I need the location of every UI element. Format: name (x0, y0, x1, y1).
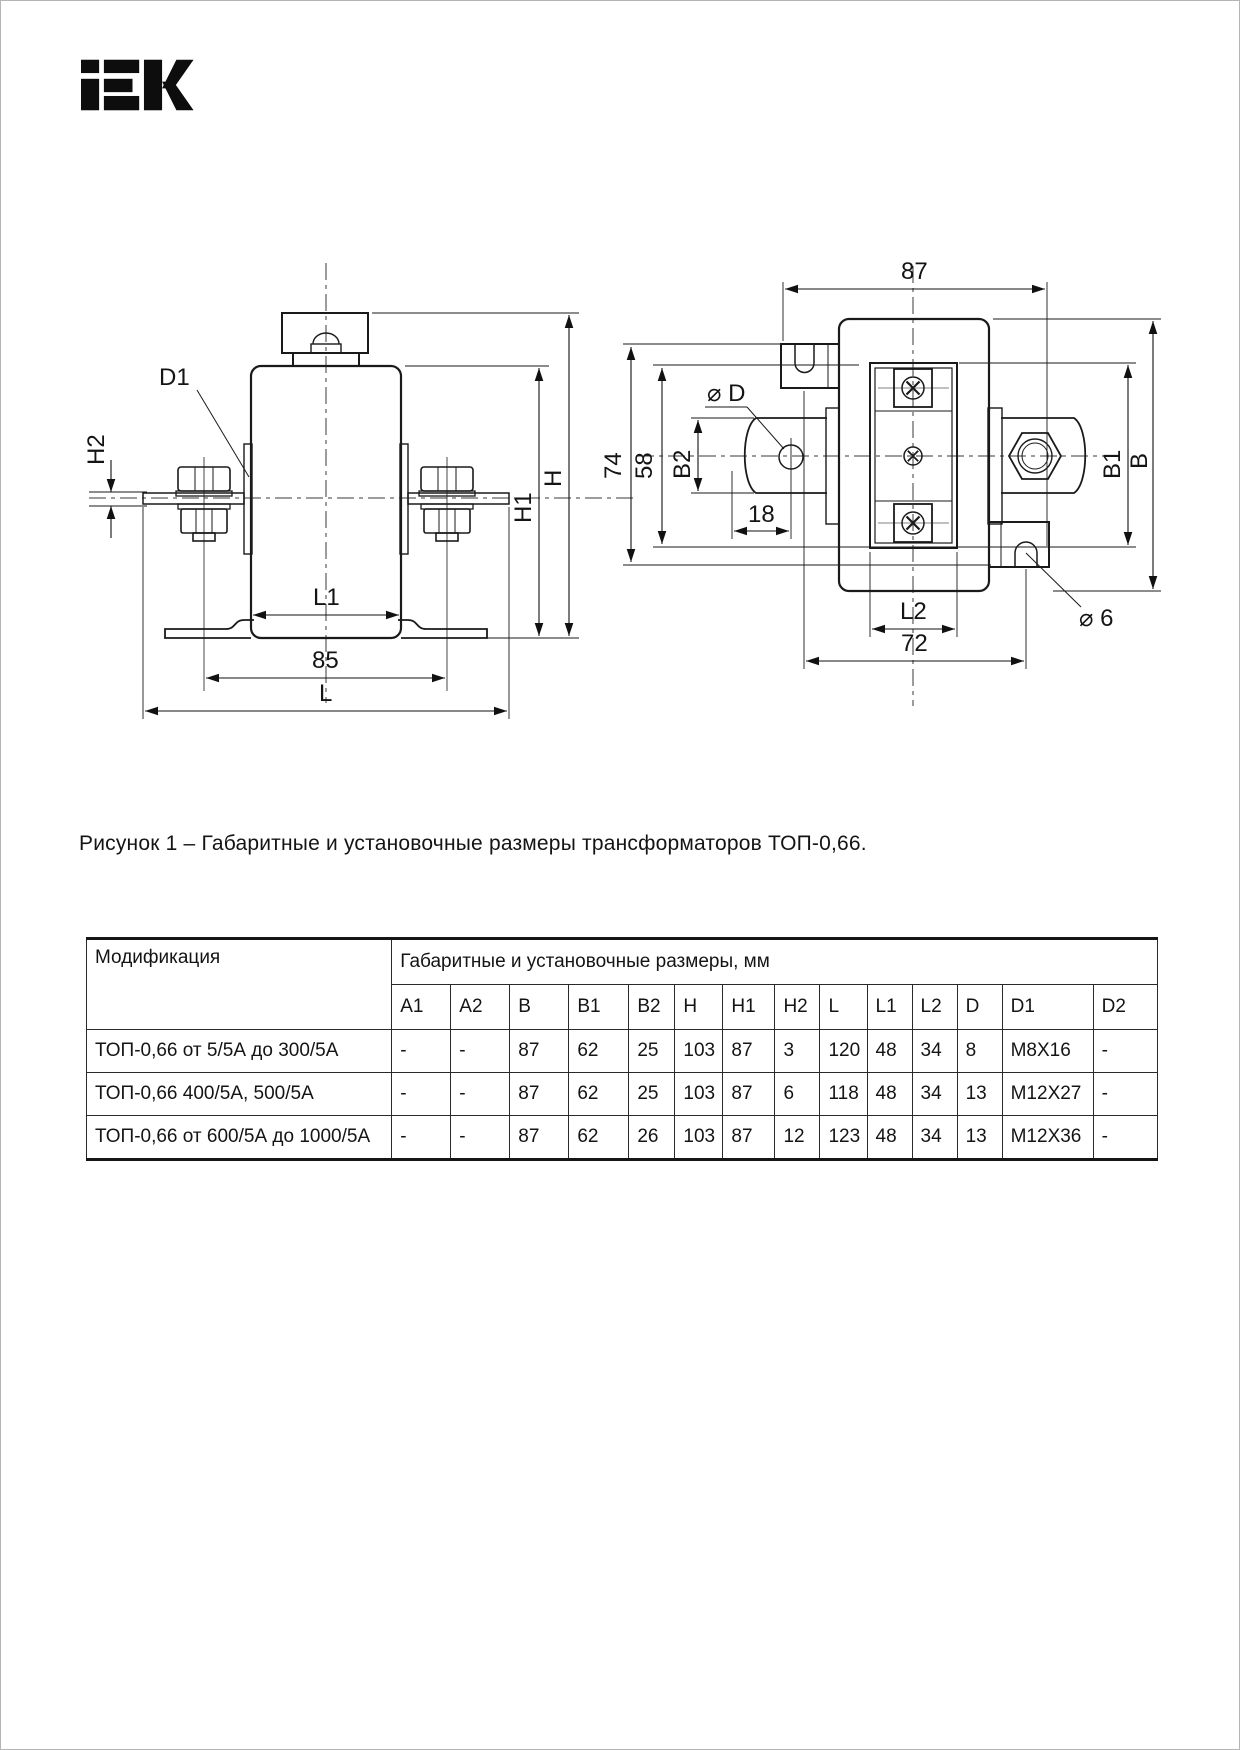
figure-caption: Рисунок 1 – Габаритные и установочные размеры трансформаторов ТОП-0,66. (79, 832, 867, 855)
cell: - (392, 1073, 451, 1116)
col-header-d2: D2 (1093, 985, 1157, 1030)
dim-label-74: 74 (600, 452, 627, 479)
row-label: ТОП-0,66 от 600/5А до 1000/5А (87, 1116, 392, 1160)
col-header-l: L (820, 985, 867, 1030)
dim-label-87: 87 (901, 258, 928, 285)
cell: 62 (569, 1030, 629, 1073)
cell: 87 (510, 1030, 569, 1073)
cell: 6 (775, 1073, 820, 1116)
cell: 123 (820, 1116, 867, 1160)
cell: 48 (867, 1073, 912, 1116)
cell: 103 (675, 1030, 723, 1073)
col-header-a2: А2 (451, 985, 510, 1030)
cell: - (1093, 1030, 1157, 1073)
table-header-row-1 (87, 939, 1158, 985)
col-header-b: В (510, 985, 569, 1030)
dim-label-dia-d: ⌀ D (707, 380, 746, 407)
side-view-drawing (600, 258, 1161, 706)
cell: 87 (723, 1116, 775, 1160)
cell: 87 (723, 1073, 775, 1116)
col-header-b2: В2 (629, 985, 675, 1030)
cell: 8 (957, 1030, 1002, 1073)
cell: 62 (569, 1073, 629, 1116)
cell: 87 (510, 1073, 569, 1116)
cell: 13 (957, 1116, 1002, 1160)
cell: 3 (775, 1030, 820, 1073)
col-header-d: D (957, 985, 1002, 1030)
cell: 103 (675, 1073, 723, 1116)
dim-label-85: 85 (312, 647, 339, 674)
cell: 13 (957, 1073, 1002, 1116)
col-header-b1: В1 (569, 985, 629, 1030)
table-row (87, 1116, 1158, 1160)
cell: 118 (820, 1073, 867, 1116)
front-view-drawing (83, 263, 633, 719)
dim-label-58: 58 (631, 452, 658, 479)
modification-header-cell: Модификация (87, 939, 392, 1030)
col-header-l2: L2 (912, 985, 957, 1030)
cell: 12 (775, 1116, 820, 1160)
cell: - (451, 1030, 510, 1073)
dim-label-l: L (319, 680, 333, 707)
cell: 26 (629, 1116, 675, 1160)
dimensions-table (86, 937, 1158, 1161)
cell: 62 (569, 1116, 629, 1160)
dim-label-d1: D1 (159, 364, 190, 391)
col-header-d1: D1 (1002, 985, 1093, 1030)
cell: 48 (867, 1030, 912, 1073)
dim-label-h: H (540, 469, 567, 487)
dim-label-l2: L2 (900, 598, 927, 625)
cell: 34 (912, 1116, 957, 1160)
row-label: ТОП-0,66 от 5/5А до 300/5А (87, 1030, 392, 1073)
dim-label-h2: H2 (83, 434, 110, 465)
cell: 25 (629, 1073, 675, 1116)
dim-label-b: B (1126, 452, 1153, 469)
row-label: ТОП-0,66 400/5А, 500/5А (87, 1073, 392, 1116)
cell: - (1093, 1116, 1157, 1160)
dim-label-dia-6: ⌀ 6 (1079, 605, 1114, 632)
col-header-h2: Н2 (775, 985, 820, 1030)
table-row (87, 1030, 1158, 1073)
cell: М8Х16 (1002, 1030, 1093, 1073)
cell: - (451, 1116, 510, 1160)
dim-label-l1: L1 (313, 584, 340, 611)
col-header-h: Н (675, 985, 723, 1030)
col-header-l1: L1 (867, 985, 912, 1030)
cell: - (392, 1030, 451, 1073)
cell: 87 (723, 1030, 775, 1073)
dim-label-h1: H1 (510, 492, 537, 523)
cell: М12Х36 (1002, 1116, 1093, 1160)
cell: 25 (629, 1030, 675, 1073)
cell: 34 (912, 1030, 957, 1073)
cell: 120 (820, 1030, 867, 1073)
cell: - (1093, 1073, 1157, 1116)
cell: - (392, 1116, 451, 1160)
col-header-h1: Н1 (723, 985, 775, 1030)
group-header-cell: Габаритные и установочные размеры, мм (392, 939, 1158, 985)
dim-label-72: 72 (901, 630, 928, 657)
dim-label-b1: B1 (1099, 449, 1126, 479)
cell: 87 (510, 1116, 569, 1160)
dim-label-18: 18 (748, 501, 775, 528)
cell: М12Х27 (1002, 1073, 1093, 1116)
cell: 48 (867, 1116, 912, 1160)
col-header-a1: А1 (392, 985, 451, 1030)
cell: - (451, 1073, 510, 1116)
technical-drawings (1, 1, 1240, 761)
table-row (87, 1073, 1158, 1116)
cell: 103 (675, 1116, 723, 1160)
dim-label-b2: B2 (669, 449, 696, 479)
cell: 34 (912, 1073, 957, 1116)
